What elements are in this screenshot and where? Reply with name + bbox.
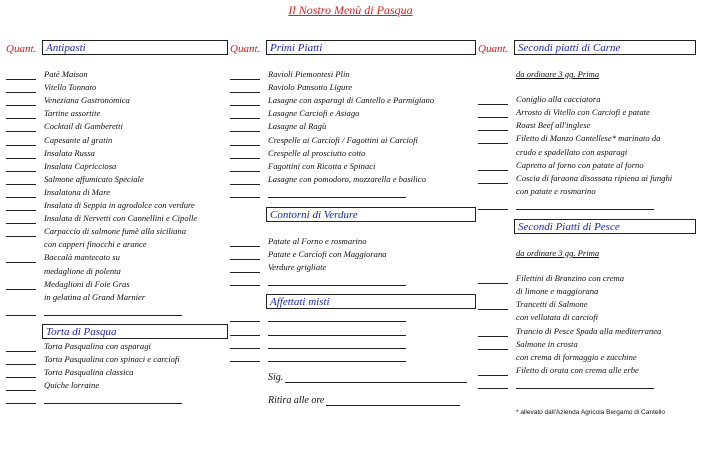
quantity-blank[interactable] xyxy=(478,328,508,337)
primi-item-label: Fagottini con Ricotta e Spinaci xyxy=(268,160,376,171)
carne-item-label: Roast Beef all'inglese xyxy=(516,120,591,131)
quantity-blank[interactable] xyxy=(6,110,36,119)
carne-order-note-row xyxy=(478,67,696,80)
antipasti-item[interactable] xyxy=(6,106,228,119)
pickup-time-row[interactable] xyxy=(230,391,476,406)
contorni-header-row xyxy=(230,207,476,222)
carne-header-row xyxy=(478,40,696,55)
pesce-extra-row[interactable] xyxy=(478,376,696,389)
quantity-blank[interactable] xyxy=(6,202,36,211)
pesce-item-label: Trancetti di Salmone xyxy=(516,299,588,310)
quantity-blank[interactable] xyxy=(478,162,508,171)
quantity-blank[interactable] xyxy=(230,137,260,146)
pesce-header: Secondi Piatti di Pesce xyxy=(514,219,696,234)
quantity-blank[interactable] xyxy=(6,369,36,378)
affettati-header-row xyxy=(230,294,476,309)
torta-item-label: Quiche lorraine xyxy=(44,380,100,391)
quantity-blank[interactable] xyxy=(6,163,36,172)
quantity-blank[interactable] xyxy=(230,163,260,172)
quantity-blank[interactable] xyxy=(6,281,36,290)
primi-item[interactable] xyxy=(230,80,476,93)
antipasti-item[interactable] xyxy=(6,250,228,263)
signature-row[interactable] xyxy=(230,368,476,383)
carne-item-label: Coscia di faraona disossata ripiena ai funghi xyxy=(516,172,673,183)
antipasti-item-label: Baccalà mantecato su xyxy=(44,252,120,263)
torta-list xyxy=(6,339,228,391)
antipasti-list xyxy=(6,67,228,303)
quant-label: Quant. xyxy=(6,43,37,55)
quantity-blank[interactable] xyxy=(478,96,508,105)
column-primi xyxy=(230,40,476,406)
column-antipasti xyxy=(6,40,228,404)
primi-item[interactable] xyxy=(230,119,476,132)
menu-title: Il Nostro Menù di Pasqua xyxy=(288,3,413,17)
antipasti-item-label: Insalatona di Mare xyxy=(44,186,111,197)
carne-item[interactable] xyxy=(478,158,696,171)
carne-item-label: Capretto al forno con patate al forno xyxy=(516,159,644,170)
contorni-header: Contorni di Verdure xyxy=(266,207,476,222)
torta-item-label: Torta Pasqualina classica xyxy=(44,367,134,378)
antipasti-item xyxy=(6,263,228,276)
quantity-blank[interactable] xyxy=(478,367,508,376)
antipasti-item[interactable] xyxy=(6,132,228,145)
carne-item[interactable] xyxy=(478,171,696,184)
quantity-blank[interactable] xyxy=(230,110,260,119)
antipasti-item[interactable] xyxy=(6,211,228,224)
carne-item-label: Coniglio alla cacciatora xyxy=(516,94,601,105)
write-in-line[interactable] xyxy=(268,189,406,198)
contorni-list xyxy=(230,234,476,273)
quantity-blank[interactable] xyxy=(230,150,260,159)
quantity-blank[interactable] xyxy=(6,356,36,365)
affettati-header: Affettati misti xyxy=(266,294,476,309)
primi-list xyxy=(230,67,476,185)
carne-extra-row[interactable] xyxy=(478,197,696,210)
write-in-line[interactable] xyxy=(268,327,406,336)
quantity-blank[interactable] xyxy=(478,109,508,118)
torta-item-label: Torta Pasqualina con asparagi xyxy=(44,340,151,351)
pesce-item[interactable] xyxy=(478,323,696,336)
antipasti-item-label: Insalata di Nervetti con Cannellini e Cipolle xyxy=(44,213,198,224)
affettati-row-3[interactable] xyxy=(230,336,476,349)
write-in-line[interactable] xyxy=(268,313,406,322)
quantity-blank[interactable] xyxy=(6,382,36,391)
carne-item[interactable] xyxy=(478,105,696,118)
pesce-item[interactable] xyxy=(478,297,696,310)
torta-item-label: Torta Pasqualina con spinaci e carciofi xyxy=(44,353,180,364)
pesce-item-label: con crema di formaggio e zucchine xyxy=(516,351,637,362)
carne-item-label: Arrosto di Vitello con Carciofi e patate xyxy=(516,107,650,118)
write-in-line[interactable] xyxy=(44,395,182,404)
contorni-item-label: Verdure grigliate xyxy=(268,262,327,273)
primi-header-row xyxy=(230,40,476,55)
primi-extra-row[interactable] xyxy=(230,185,476,198)
antipasti-header-row xyxy=(6,40,228,55)
carne-list xyxy=(478,92,696,197)
pesce-item-label: Filetto di orata con crema alle erbe xyxy=(516,364,639,375)
quantity-blank[interactable] xyxy=(6,71,36,80)
carne-item xyxy=(478,144,696,157)
pesce-item[interactable] xyxy=(478,271,696,284)
torta-header: Torta di Pasqua xyxy=(42,324,228,339)
antipasti-item-label: Carpaccio di salmone fumè alla siciliana xyxy=(44,226,187,237)
quantity-blank[interactable] xyxy=(478,135,508,144)
quantity-blank[interactable] xyxy=(230,251,260,260)
antipasti-item-label: Patè Maison xyxy=(44,69,88,80)
antipasti-header: Antipasti xyxy=(42,40,228,55)
contorni-extra-row[interactable] xyxy=(230,273,476,286)
torta-item[interactable] xyxy=(6,339,228,352)
carne-item[interactable] xyxy=(478,118,696,131)
quantity-blank[interactable] xyxy=(230,97,260,106)
pesce-item xyxy=(478,284,696,297)
write-in-line[interactable] xyxy=(268,277,406,286)
quantity-blank[interactable] xyxy=(6,215,36,224)
quantity-blank[interactable] xyxy=(6,228,36,237)
carne-item[interactable] xyxy=(478,131,696,144)
pesce-order-note: da ordinare 3 gg. Prima xyxy=(516,248,600,259)
pesce-item-label: Salmone in crosta xyxy=(516,338,578,349)
pickup-time-label: Ritira alle ore xyxy=(268,394,325,406)
contorni-item[interactable] xyxy=(230,260,476,273)
torta-header-row xyxy=(6,324,228,339)
quantity-blank[interactable] xyxy=(6,150,36,159)
quantity-blank[interactable] xyxy=(230,340,260,349)
quantity-blank[interactable] xyxy=(478,175,508,184)
antipasti-item-label: Insalata di Seppia in agrodolce con verdure xyxy=(44,200,195,211)
pesce-item-label: di limone e maggiorana xyxy=(516,286,599,297)
pesce-header-row xyxy=(478,219,696,234)
column-secondi xyxy=(478,40,696,418)
antipasti-item[interactable] xyxy=(6,93,228,106)
quantity-blank[interactable] xyxy=(6,123,36,132)
pesce-item[interactable] xyxy=(478,337,696,350)
primi-item-label: Lasagne al Ragù xyxy=(268,121,327,132)
pesce-item-label: Filettini di Branzino con crema xyxy=(516,273,625,284)
signature-line[interactable] xyxy=(285,382,467,383)
antipasti-item-label: Capesante al gratin xyxy=(44,134,113,145)
primi-item-label: Crespelle al prosciutto cotto xyxy=(268,147,366,158)
quantity-blank[interactable] xyxy=(6,254,36,263)
quantity-blank[interactable] xyxy=(478,380,508,389)
quantity-blank[interactable] xyxy=(230,327,260,336)
affettati-row-2[interactable] xyxy=(230,322,476,335)
pesce-order-note-row xyxy=(478,246,696,259)
antipasti-item-label: in gelatina al Grand Marnier xyxy=(44,291,146,302)
contorni-item-label: Patate e Carciofi con Maggiorana xyxy=(268,249,387,260)
footnote-row xyxy=(478,405,696,418)
antipasti-item[interactable] xyxy=(6,198,228,211)
contorni-item[interactable] xyxy=(230,234,476,247)
pesce-item-label: Trancio di Pesce Spada alla mediterranea xyxy=(516,325,662,336)
quantity-blank[interactable] xyxy=(478,341,508,350)
pesce-item xyxy=(478,350,696,363)
quant-label: Quant. xyxy=(230,43,261,55)
antipasti-item-label: Cocktail di Gamberetti xyxy=(44,121,123,132)
primi-item[interactable] xyxy=(230,67,476,80)
antipasti-item[interactable] xyxy=(6,224,228,237)
pesce-item[interactable] xyxy=(478,363,696,376)
contorni-item[interactable] xyxy=(230,247,476,260)
primi-item-label: Lasagne con pomodoro, mozzarella e basilico xyxy=(268,173,426,184)
quantity-blank[interactable] xyxy=(6,84,36,93)
quantity-blank[interactable] xyxy=(6,176,36,185)
antipasti-item-label: Insalata Capricciosa xyxy=(44,160,117,171)
torta-item[interactable] xyxy=(6,365,228,378)
quantity-blank[interactable] xyxy=(6,395,36,404)
carne-header: Secondi piatti di Carne xyxy=(514,40,696,55)
quantity-blank[interactable] xyxy=(230,176,260,185)
contorni-item-label: Patate al Forno e rosmarino xyxy=(268,236,367,247)
primi-item[interactable] xyxy=(230,106,476,119)
quantity-blank[interactable] xyxy=(478,301,508,310)
primi-item-label: Lasagne con asparagi di Cantello e Parmigiano xyxy=(268,95,435,106)
quantity-blank[interactable] xyxy=(230,277,260,286)
write-in-line[interactable] xyxy=(516,380,654,389)
primi-item-label: Ravioli Piemontesi Plin xyxy=(268,69,350,80)
carne-order-note: da ordinare 3 gg. Prima xyxy=(516,69,600,80)
antipasti-item-label: Veneziana Gastronomica xyxy=(44,95,130,106)
signature-label: Sig. xyxy=(268,371,284,383)
quantity-blank[interactable] xyxy=(6,307,36,316)
torta-item[interactable] xyxy=(6,378,228,391)
quantity-blank[interactable] xyxy=(230,313,260,322)
primi-item[interactable] xyxy=(230,172,476,185)
quantity-blank[interactable] xyxy=(230,353,260,362)
primi-item-label: Lasagne Carciofi e Asiago xyxy=(268,108,360,119)
antipasti-item[interactable] xyxy=(6,146,228,159)
antipasti-item xyxy=(6,237,228,250)
carne-item-label: Filetto di Manzo Cantellese* marinato da xyxy=(516,133,661,144)
quantity-blank[interactable] xyxy=(230,123,260,132)
write-in-line[interactable] xyxy=(516,201,654,210)
torta-item[interactable] xyxy=(6,352,228,365)
quantity-blank[interactable] xyxy=(478,122,508,131)
primi-item-label: Crespelle ai Carciofi / Fagottini ai Carciofi xyxy=(268,134,418,145)
quantity-blank[interactable] xyxy=(230,71,260,80)
antipasti-item[interactable] xyxy=(6,172,228,185)
write-in-line[interactable] xyxy=(268,340,406,349)
carne-item-label: crudo e spadellato con asparagi xyxy=(516,146,628,157)
quantity-blank[interactable] xyxy=(6,137,36,146)
antipasti-item-label: con capperi finocchi e arance xyxy=(44,239,147,250)
pesce-list xyxy=(478,271,696,376)
quantity-blank[interactable] xyxy=(478,275,508,284)
antipasti-item[interactable] xyxy=(6,159,228,172)
antipasti-item-label: Vitello Tonnato xyxy=(44,82,97,93)
antipasti-item[interactable] xyxy=(6,277,228,290)
antipasti-item xyxy=(6,290,228,303)
affettati-row-1[interactable] xyxy=(230,309,476,322)
antipasti-item-label: Medaglioni di Foie Gras xyxy=(44,278,130,289)
write-in-line[interactable] xyxy=(44,307,182,316)
antipasti-item-label: Insalata Russa xyxy=(44,147,95,158)
quantity-blank[interactable] xyxy=(6,343,36,352)
pickup-time-line[interactable] xyxy=(326,405,460,406)
antipasti-item[interactable] xyxy=(6,67,228,80)
antipasti-item-label: medaglione di polenta xyxy=(44,265,121,276)
quantity-blank[interactable] xyxy=(478,201,508,210)
primi-item[interactable] xyxy=(230,159,476,172)
quantity-blank[interactable] xyxy=(230,84,260,93)
primi-item[interactable] xyxy=(230,132,476,145)
quantity-blank[interactable] xyxy=(230,264,260,273)
write-in-line[interactable] xyxy=(268,353,406,362)
pesce-item xyxy=(478,310,696,323)
primi-header: Primi Piatti xyxy=(266,40,476,55)
carne-item-label: con patate e rosmarino xyxy=(516,185,596,196)
antipasti-extra-row[interactable] xyxy=(6,303,228,316)
carne-item[interactable] xyxy=(478,92,696,105)
antipasti-item[interactable] xyxy=(6,185,228,198)
primi-item[interactable] xyxy=(230,146,476,159)
quantity-blank[interactable] xyxy=(230,238,260,247)
primi-item-label: Raviolo Pansotto Ligure xyxy=(268,82,353,93)
carne-item xyxy=(478,184,696,197)
torta-extra-row[interactable] xyxy=(6,391,228,404)
quantity-blank[interactable] xyxy=(6,189,36,198)
primi-item[interactable] xyxy=(230,93,476,106)
affettati-row-4[interactable] xyxy=(230,349,476,362)
pesce-item-label: con vellutata di carciofi xyxy=(516,312,599,323)
quantity-blank[interactable] xyxy=(230,189,260,198)
antipasti-item[interactable] xyxy=(6,119,228,132)
footnote: * allevato dall'Azienda Agricola Bergamo di Cantello xyxy=(516,408,666,416)
antipasti-item-label: Salmone affumicato Speciale xyxy=(44,173,144,184)
antipasti-item[interactable] xyxy=(6,80,228,93)
antipasti-item-label: Tartine assortite xyxy=(44,108,101,119)
quant-label: Quant. xyxy=(478,43,509,55)
quantity-blank[interactable] xyxy=(6,97,36,106)
